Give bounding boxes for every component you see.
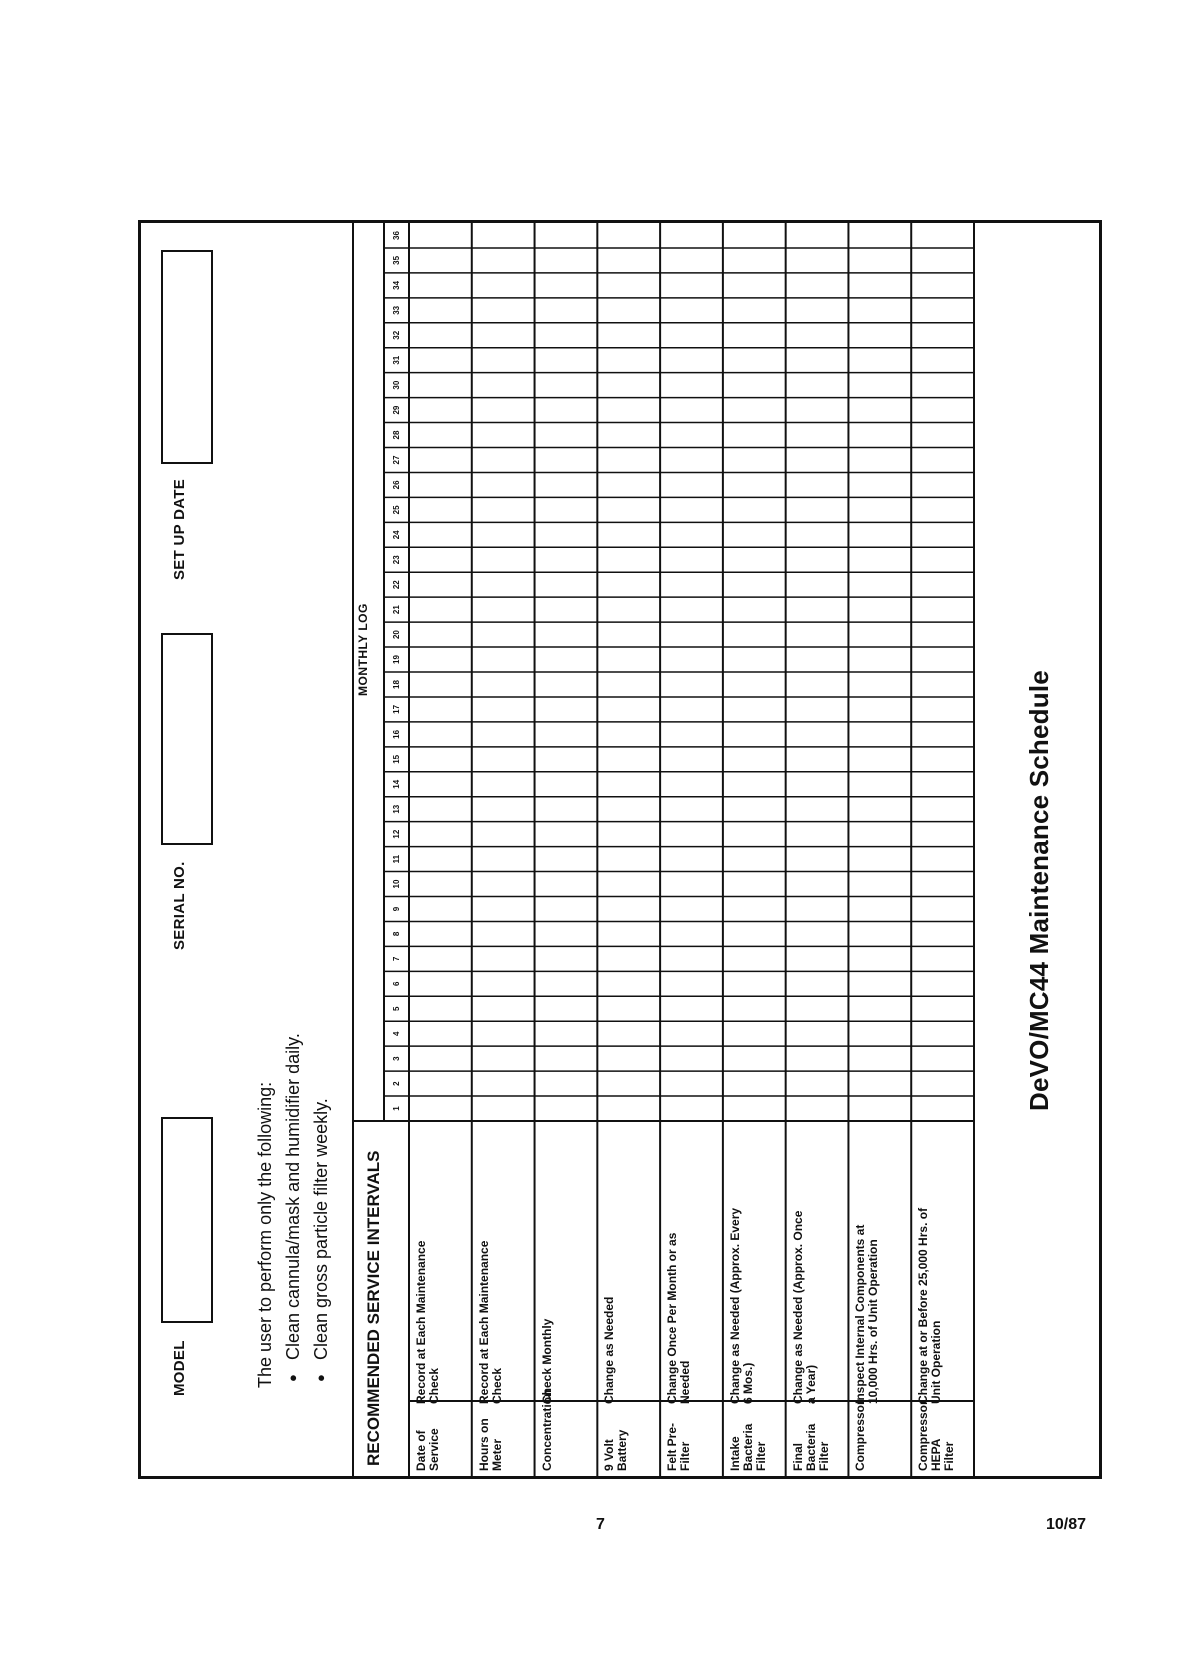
month-number: 23: [392, 555, 401, 565]
month-number: 7: [392, 956, 401, 962]
row-item-label: 9 Volt Battery: [602, 1429, 630, 1471]
month-number: 14: [392, 779, 401, 789]
instructions-intro: The user to perform only the following:: [255, 1081, 275, 1388]
month-number: 17: [392, 704, 401, 714]
rotated-form: [138, 220, 1102, 1479]
row-item-label: Felt Pre-Filter: [665, 1422, 693, 1471]
schedule-title: DeVO/MC44 Maintenance Schedule: [1024, 670, 1054, 1111]
setup-date-label: SET UP DATE: [171, 478, 188, 580]
serial-field[interactable]: [161, 633, 213, 845]
row-item-label: Intake Bacteria Filter: [727, 1423, 768, 1471]
month-number: 22: [392, 580, 401, 590]
month-number: 9: [392, 906, 401, 912]
month-number: 4: [392, 1031, 401, 1036]
row-item-label: Date of Service: [414, 1428, 441, 1471]
month-number: 13: [392, 804, 401, 814]
month-number: 1: [392, 1106, 401, 1111]
row-interval-label: Record at Each Maintenance Check: [414, 1240, 441, 1404]
month-number: 32: [392, 330, 401, 340]
month-number: 19: [392, 655, 401, 664]
monthly-log-title: MONTHLY LOG: [356, 603, 370, 696]
month-number: 35: [392, 255, 401, 265]
month-number: 29: [392, 405, 401, 415]
month-number: 15: [392, 754, 401, 764]
month-number: 3: [392, 1056, 401, 1061]
month-number: 21: [392, 605, 401, 615]
month-number: 8: [392, 931, 401, 937]
row-interval-label: Change at or Before 25,000 Hrs. of Unit Operation: [916, 1207, 944, 1404]
revision-code: 10/87: [1046, 1516, 1087, 1533]
month-number: 36: [392, 231, 401, 240]
model-label: MODEL: [171, 1340, 188, 1396]
month-number: 16: [392, 729, 401, 739]
month-number: 6: [392, 981, 401, 987]
maintenance-table: [352, 223, 1101, 1476]
month-number: 20: [392, 630, 401, 640]
row-interval-label: Inspect Internal Components at 10,000 Hrs. of Unit Operation: [853, 1224, 881, 1404]
model-field[interactable]: [161, 1117, 213, 1323]
row-interval-label: Change Once Per Month or as Needed: [665, 1232, 693, 1404]
month-number: 10: [392, 879, 401, 889]
month-number: 24: [392, 530, 401, 540]
row-header-title: RECOMMENDED SERVICE INTERVALS: [364, 1150, 383, 1466]
month-number: 34: [392, 280, 401, 290]
month-number: 25: [392, 505, 401, 515]
month-number: 18: [392, 680, 401, 689]
month-number: 31: [392, 355, 401, 365]
row-item-label: Compressor HEPA Filter: [916, 1400, 957, 1471]
row-interval-label: Change as Needed: [602, 1296, 617, 1404]
month-number: 2: [392, 1081, 401, 1086]
month-number: 5: [392, 1006, 401, 1011]
month-number: 28: [392, 430, 401, 440]
row-interval-label: Change as Needed (Approx. Once a Year): [790, 1210, 818, 1404]
instruction-item: ● Clean cannula/mask and humidifier daily.: [279, 1033, 307, 1360]
instruction-item: ● Clean gross particle filter weekly.: [307, 1033, 335, 1360]
page-number: 7: [596, 1516, 605, 1533]
row-interval-label: Check Monthly: [539, 1318, 554, 1404]
maintenance-form: [138, 220, 1102, 1479]
month-number: 33: [392, 305, 401, 315]
row-interval-label: Record at Each Maintenance Check: [476, 1240, 504, 1404]
month-number: 12: [392, 829, 401, 839]
row-item-label: Hours on Meter: [476, 1418, 504, 1471]
month-number: 26: [392, 480, 401, 490]
row-item-label: Compressor: [853, 1400, 868, 1471]
setup-date-field[interactable]: [161, 250, 213, 464]
row-interval-label: Change as Needed (Approx. Every 6 Mos.): [727, 1207, 755, 1404]
user-instructions: [251, 1033, 335, 1388]
serial-label: SERIAL NO.: [171, 861, 188, 950]
row-item-label: Final Bacteria Filter: [790, 1423, 831, 1471]
row-item-label: Concentration: [539, 1389, 554, 1471]
month-number: 27: [392, 455, 401, 465]
month-number: 30: [392, 380, 401, 390]
month-number: 11: [392, 854, 401, 864]
